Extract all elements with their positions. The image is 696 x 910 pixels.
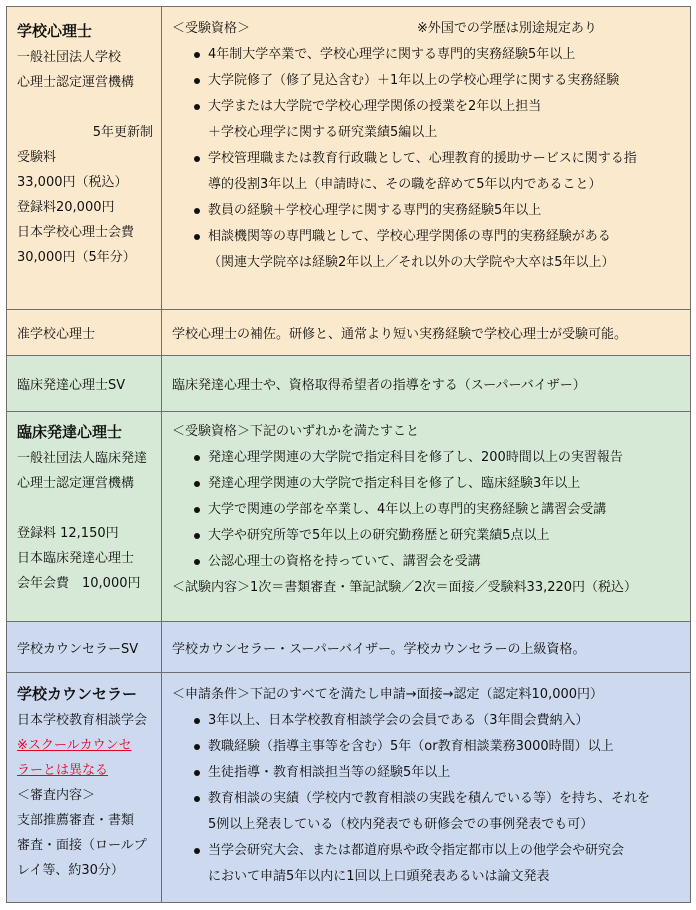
registration-fee: 登録料 12,150円 [17,526,119,541]
qualification-name: 学校心理士 [17,22,93,40]
list-item: 大学で関連の学部を卒業し、4年以上の専門的実務経験と講習会受講 [172,497,684,523]
name-cell [7,622,162,673]
name-cell [7,310,162,356]
eligibility-heading: ＜受験資格＞ [172,21,251,36]
name-cell [7,673,162,903]
list-item: 学校管理職または教育行政職として、心理教育的援助サービスに関する指 導的役割3年以上（申請時に、その職を辞めて5年以内であること） [172,146,684,198]
name-cell [7,7,162,310]
list-item: 大学院修了（修了見込含む）＋1年以上の学校心理学に関する実務経験 [172,68,684,94]
fee-label: 受験料 [17,150,57,165]
distinction-warning: ※スクールカウンセ [17,738,132,753]
row-school-psychologist [7,7,691,310]
exam-heading: ＜審査内容＞ [17,788,96,803]
list-item: 公認心理士の資格を持っていて、講習会を受講 [172,549,684,575]
row-school-counselor [7,673,691,903]
list-item: 生徒指導・教育相談担当等の経験5年以上 [172,760,684,786]
qualification-description: 学校カウンセラー・スーパーバイザー。学校カウンセラーの上級資格。 [172,641,586,657]
association-fee-line: 30,000円（5年分） [17,250,136,265]
list-item: 4年制大学卒業で、学校心理学に関する専門的実務経験5年以上 [172,42,684,68]
qualification-description: 学校心理士の補佐。研修と、通常より短い実務経験で学校心理士が受験可能。 [172,327,628,342]
detail-cell [162,7,691,310]
application-heading: ＜申請条件＞下記のすべてを満たし申請→面接→認定（認定料10,000円） [172,687,604,702]
list-item: 相談機関等の専門職として、学校心理学関係の専門的実務経験がある （関連大学院卒は経験2年以上／それ以外の大学院や大卒は5年以上） [172,224,684,276]
exam-detail-line: レイ等、約30分） [17,863,124,878]
list-item: 3年以上、日本学校教育相談学会の会員である（3年間会費納入） [172,708,684,734]
exam-detail-line: 支部推薦審査・書類 [17,813,135,828]
organization-line: 一般社団法人臨床発達 [17,451,148,466]
list-item: 大学や研究所等で5年以上の研究勤務歴と研究業績5点以上 [172,523,684,549]
requirement-list [172,42,684,276]
requirement-list [172,708,684,890]
renewal-note: 5年更新制 [92,125,153,140]
organization-line: 心理士認定運営機構 [17,476,135,491]
organization-line: 日本学校教育相談学会 [17,713,148,728]
detail-cell [162,673,691,903]
association-fee-line: 日本臨床発達心理士 [17,551,135,566]
detail-cell [162,310,691,356]
row-associate-school-psychologist [7,310,691,356]
list-item: 大学または大学院で学校心理学関係の授業を2年以上担当 ＋学校心理学に関する研究業績5編以上 [172,94,684,146]
list-item: 当学会研究大会、または都道府県や政令指定都市以上の他学会や研究会 において申請5年以内に1回以上口頭発表あるいは論文発表 [172,838,684,890]
exam-content: ＜試験内容＞1次＝書類審査・筆記試験／2次＝面接／受験料33,220円（税込） [172,580,638,595]
foreign-education-note: ※外国での学歴は別途規定あり [417,21,597,36]
row-school-counselor-sv [7,622,691,673]
row-clinical-dev-psychologist [7,412,691,622]
distinction-warning: ラーとは異なる [17,763,109,778]
detail-cell [162,622,691,673]
registration-fee: 登録料20,000円 [17,200,115,215]
organization-line: 心理士認定運営機構 [17,75,135,90]
detail-cell [162,412,691,622]
list-item: 教育相談の実績（学校内で教育相談の実践を積んでいる等）を持ち、それを 5例以上発表している（校内発表でも研修会での事例発表でも可） [172,786,684,838]
list-item: 発達心理学関連の大学院で指定科目を修了し、臨床経験3年以上 [172,471,684,497]
association-fee-line: 会年会費 10,000円 [17,576,141,591]
qualification-description: 臨床発達心理士や、資格取得希望者の指導をする（スーパーバイザー） [172,378,586,393]
qualification-table-sheet [6,6,690,904]
organization-line: 一般社団法人学校 [17,50,122,65]
eligibility-heading: ＜受験資格＞下記のいずれかを満たすこと [172,424,420,439]
requirement-list [172,445,684,575]
list-item: 教職経験（指導主事等を含む）5年（or教育相談業務3000時間）以上 [172,734,684,760]
row-clinical-dev-sv [7,356,691,412]
association-fee-line: 日本学校心理士会費 [17,225,135,240]
name-cell [7,356,162,412]
qualification-table [6,6,691,903]
detail-cell [162,356,691,412]
name-cell [7,412,162,622]
qualification-name: 臨床発達心理士 [17,423,123,441]
qualification-name: 臨床発達心理士SV [17,378,126,393]
qualification-name: 准学校心理士 [17,327,96,342]
qualification-name: 学校カウンセラーSV [17,641,139,657]
section-heading [172,16,684,42]
qualification-name: 学校カウンセラー [17,685,138,703]
list-item: 発達心理学関連の大学院で指定科目を修了し、200時間以上の実習報告 [172,445,684,471]
list-item: 教員の経験＋学校心理学に関する専門的実務経験5年以上 [172,198,684,224]
exam-detail-line: 審査・面接（ロールプ [17,838,147,853]
exam-fee: 33,000円（税込） [17,175,128,190]
